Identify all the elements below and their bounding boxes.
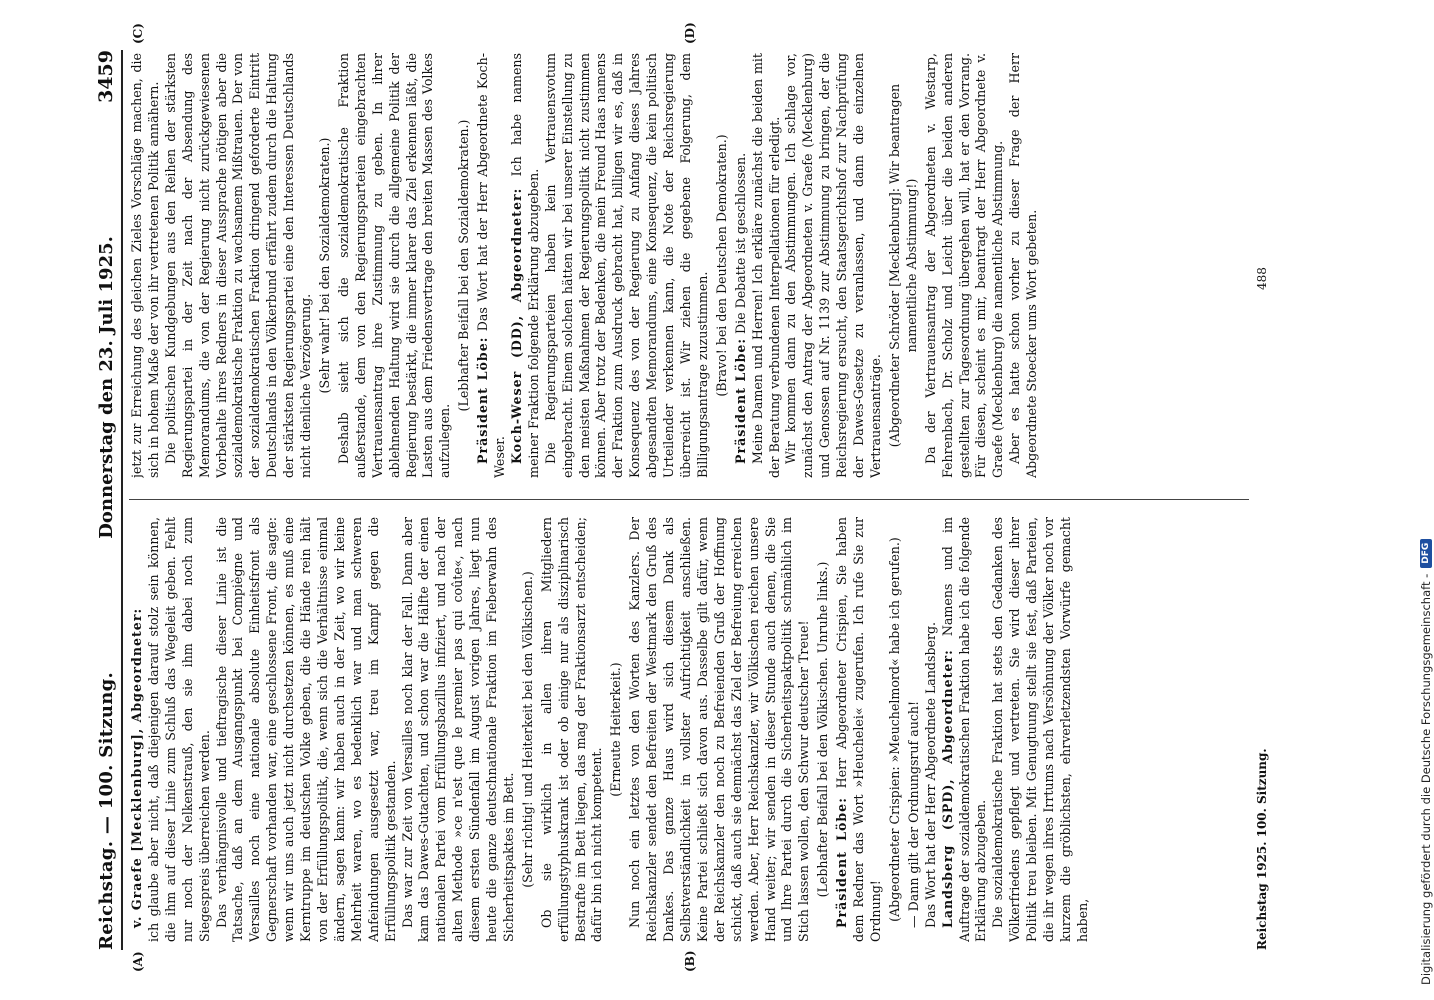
paragraph: — Dann gilt der Ordnungsruf auch! <box>905 700 921 928</box>
paragraph: Das verhängnisvolle und tieftragische dieser Linie ist die Tatsache, daß an dem Ausgangspunkt bei Compiègne und Versailles noch eine nationale absolute Einheitsfront als Gegnerschaft vorhanden war, eine geschlossene Front, die sagte: wenn wir uns auch jetzt nicht durchsetzen können, es muß eine Kerntruppe im deutschen Volke geben, die die Hände rein hält von der Erfüllungspolitik, die, wenn sich die Verhältnisse einmal ändern, sagen kann: wir haben auch in der Zeit, wo wir keine Mehrheit waren, wo es bedenklich war und man schweren Anfeindungen ausgesetzt war, treu im Kampf gegen die Erfüllungspolitik gestanden. <box>213 517 398 942</box>
speaker-name: Präsident Löbe: <box>475 336 491 464</box>
speaker-paragraph <box>129 517 146 942</box>
paragraph: Nun noch ein letztes von den Worten des Kanzlers. Der Reichskanzler sendet den Befreiten der Westmark den Gruß des Dankes. Das ganze Haus wird sich diesem Dank als Selbstverständlichkeit in vollster Aufrichtigkeit anschließen. Keine Partei schließt sich davon aus. Dasselbe gilt dafür, wenn der Reichskanzler den noch zu Befreienden Gruß der Hoffnung schickt, daß auch sie demnächst das Ziel der Befreiung erreichen werden. Aber, Herr Reichskanzler, wir Völkischen reichen unsere Hand weiter; wir senden in dieser Stunde auch denen, die Sie und Ihre Partei durch die Sicherheitspaktpolitik schmählich im Stich lassen wollen, den Schwur deutscher Treue! <box>627 517 812 942</box>
paragraph: Meine Damen und Herren! Ich erkläre zunächst die beiden mit der Beratung verbundenen Interpellationen für erledigt. <box>749 53 782 478</box>
paragraph: Deshalb sieht sich die sozialdemokratische Fraktion außerstande, dem von den Regierungsparteien eingebrachten Vertrauensantrag ihre Zustimmung zu geben. In ihrer ablehnenden Haltung wird sie durch die allgemeine Politik der Regierung bestärkt, die immer klarer das Ziel erkennen läßt, die Lasten aus dem Friedensvertrage den breiten Massen des Volkes aufzulegen. <box>335 53 453 478</box>
margin-marker-b: (B) <box>683 950 697 972</box>
speaker-paragraph: Landsberg (SPD), Abgeordneter: Namens und im Auftrage der sozialdemokratischen Fraktion habe ich die folgende Erklärung abzugeben. <box>939 517 989 942</box>
digitization-text: Digitalisierung gefördert durch die Deutsche Forschungsgemeinschaft - <box>1419 573 1433 985</box>
right-column <box>129 53 1249 478</box>
header-left: Reichstag. — 100. Sitzung. <box>96 671 117 950</box>
header-date: Donnerstag den 23. Juli 1925. <box>96 236 117 539</box>
margin-marker-c: (C) <box>131 23 145 44</box>
paragraph: Aber es hatte schon vorher zu dieser Frage der Herr Abgeordnete Stoecker ums Wort gebeten. <box>1007 53 1040 478</box>
interjection: (Erneute Heiterkeit.) <box>608 662 624 797</box>
paragraph: Das war zur Zeit von Versailles noch klar der Fall. Dann aber kam das Dawes-Gutachten, und schon war die Hälfte der einen nationalen Partei vom Erfüllungsbazillus infiziert, und nach der alten Methode »ce n'est que le premier pas qui coûte«, nach diesem ersten Sündenfall im August vorigen Jahres, liegt nun heute die ganze deutschnationale Fraktion im Fieberwahn des Sicherheitspaktes im Bett. <box>399 517 516 942</box>
speaker-paragraph: Präsident Löbe: Die Debatte ist geschlossen. <box>732 152 748 464</box>
paragraph: jetzt zur Erreichung des gleichen Zieles Vorschläge machen, die sich in hohem Maße der von ihr vertretenen Politik annähern. <box>129 53 161 478</box>
interjection: (Sehr richtig! und Heiterkeit bei den Völkischen.) <box>519 571 535 888</box>
paragraph: Ob sie wirklich in allen ihren Mitgliedern erfüllungstyphuskrank ist oder ob einige nur als disziplinarisch Bestrafte im Bett liegen, das mag der Fraktionsarzt entscheiden; dafür bin ich nicht kompetent. <box>538 517 605 942</box>
speaker-name: Landsberg (SPD), Abgeordneter: <box>939 649 955 928</box>
page-number: 3459 <box>95 50 117 103</box>
footer-number: 488 <box>1255 267 1269 290</box>
paragraph: ich glaube aber nicht, daß diejenigen darauf stolz sein können, die ihm auf dieser Linie zum Schluß das Wegeleit geben. Fehlt nur noch der Nelkenstrauß, den sie ihm dabei noch zum Siegespreis überreichen werden. <box>145 517 212 942</box>
page-footer <box>1255 50 1275 950</box>
interjection: (Lebhafter Beifall bei den Völkischen. Unruhe links.) <box>815 561 831 898</box>
speaker-name: v. Graefe [Mecklenburg], Abgeordneter: <box>129 607 144 928</box>
speaker-name: Präsident Löbe: <box>834 797 850 928</box>
speaker-name: Präsident Löbe: <box>732 337 748 464</box>
interjection: (Abgeordneter Crispien: »Meuchelmord« habe ich gerufen.) <box>886 537 902 922</box>
paragraph: Die Regierungsparteien haben kein Vertrauensvotum eingebracht. Einem solchen hätten wir bei unserer Einstellung zu den meisten Maßnahmen der Regierungspolitik nicht zustimmen können. Aber trotz der Bedenken, die mein Freund Haas namens der Fraktion zum Ausdruck gebracht hat, billigen wir es, daß in Konsequenz des von der Regierung zu Anfang dieses Jahres abgesandten Memorandums, eine Konsequenz, die kein politisch Urteilender verkennen kann, die Note der Reichsregierung überreicht ist. Wir ziehen die gegebene Folgerung, dem Billigungsantrage zuzustimmen. <box>542 53 710 478</box>
paragraph: Da der Vertrauensantrag der Abgeordneten v. Westarp, Fehrenbach, Dr. Scholz und Leicht über die beiden anderen gestellten zur Tagesordnung übergehen will, hat er den Vorrang. Für diesen, scheint es mir, beantragt der Herr Abgeordnete v. Graefe (Mecklenburg) die namentliche Abstimmung. <box>922 53 1006 478</box>
document-page <box>83 22 1313 972</box>
dfg-logo: DFG <box>1420 539 1432 568</box>
paragraph: Die sozialdemokratische Fraktion hat stets den Gedanken des Völkerfriedens gepflegt und vertreten. Sie wird dieser ihrer Politik treu bleiben. Mit Genugtuung stellt sie fest, daß Parteien, die ihr wegen ihres Irrtums nach Versöhnung der Völker noch vor kurzem die gröblichsten, ehrverletzendsten Vorwürfe gemacht haben, <box>990 517 1090 942</box>
paragraph: Die politischen Kundgebungen aus den Reihen der stärksten Regierungspartei in der Zeit nach der Absendung des Memorandums, die von der Regierung nicht zurückgewiesenen Vorbehalte ihres Redners in dieser Aussprache nötigen aber die sozialdemokratische Fraktion zu wachsamem Mißtrauen. Der von der sozialdemokratischen Fraktion dringend geforderte Eintritt Deutschlands in den Völkerbund erfährt zudem durch die Haltung der stärksten Regierungspartei eine den Interessen Deutschlands nicht dienliche Verzögerung. <box>162 53 314 478</box>
digitization-notice <box>1418 5 1434 985</box>
paragraph: Wir kommen dann zu den Abstimmungen. Ich schlage vor, zunächst den Antrag der Abgeordneten v. Graefe (Mecklenburg) und Genossen auf Nr. 1139 zur Abstimmung zu bringen, der die Reichsregierung ersucht, den Staatsgerichtshof zur Nachprüfung der Dawes-Gesetze zu veranlassen, und dann die einzelnen Vertrauensanträge. <box>783 53 883 478</box>
margin-marker-a: (A) <box>131 951 145 972</box>
interjection: (Lebhafter Beifall bei den Sozialdemokraten.) <box>456 119 472 412</box>
interjection: (Bravo! bei den Deutschen Demokraten.) <box>713 134 729 397</box>
margin-marker-d: (D) <box>683 22 697 44</box>
column-divider <box>129 499 1249 500</box>
interjection: (Sehr wahr! bei den Sozialdemokraten.) <box>316 137 332 394</box>
left-column <box>129 517 1249 942</box>
speaker-paragraph: Präsident Löbe: Herr Abgeordneter Crispien, Sie haben dem Redner das Wort »Heuchelei« zugerufen. Ich rufe Sie zur Ordnung! <box>834 517 883 942</box>
page-header <box>83 50 117 950</box>
speaker-name: Koch-Weser (DD), Abgeordneter: <box>508 187 524 464</box>
header-rule <box>121 50 123 950</box>
footer-left: Reichstag 1925. 100. Sitzung. <box>1255 748 1269 950</box>
speaker-paragraph: Präsident Löbe: Das Wort hat der Herr Abgeordnete Koch-Weser. <box>475 53 508 478</box>
speaker-paragraph: Koch-Weser (DD), Abgeordneter: Ich habe namens meiner Fraktion folgende Erklärung abzugeben. <box>508 53 541 478</box>
interjection: (Abgeordneter Schröder [Mecklenburg]: Wir beantragen namentliche Abstimmung!) <box>886 83 919 448</box>
paragraph: Das Wort hat der Herr Abgeordnete Landsberg. <box>922 621 938 928</box>
